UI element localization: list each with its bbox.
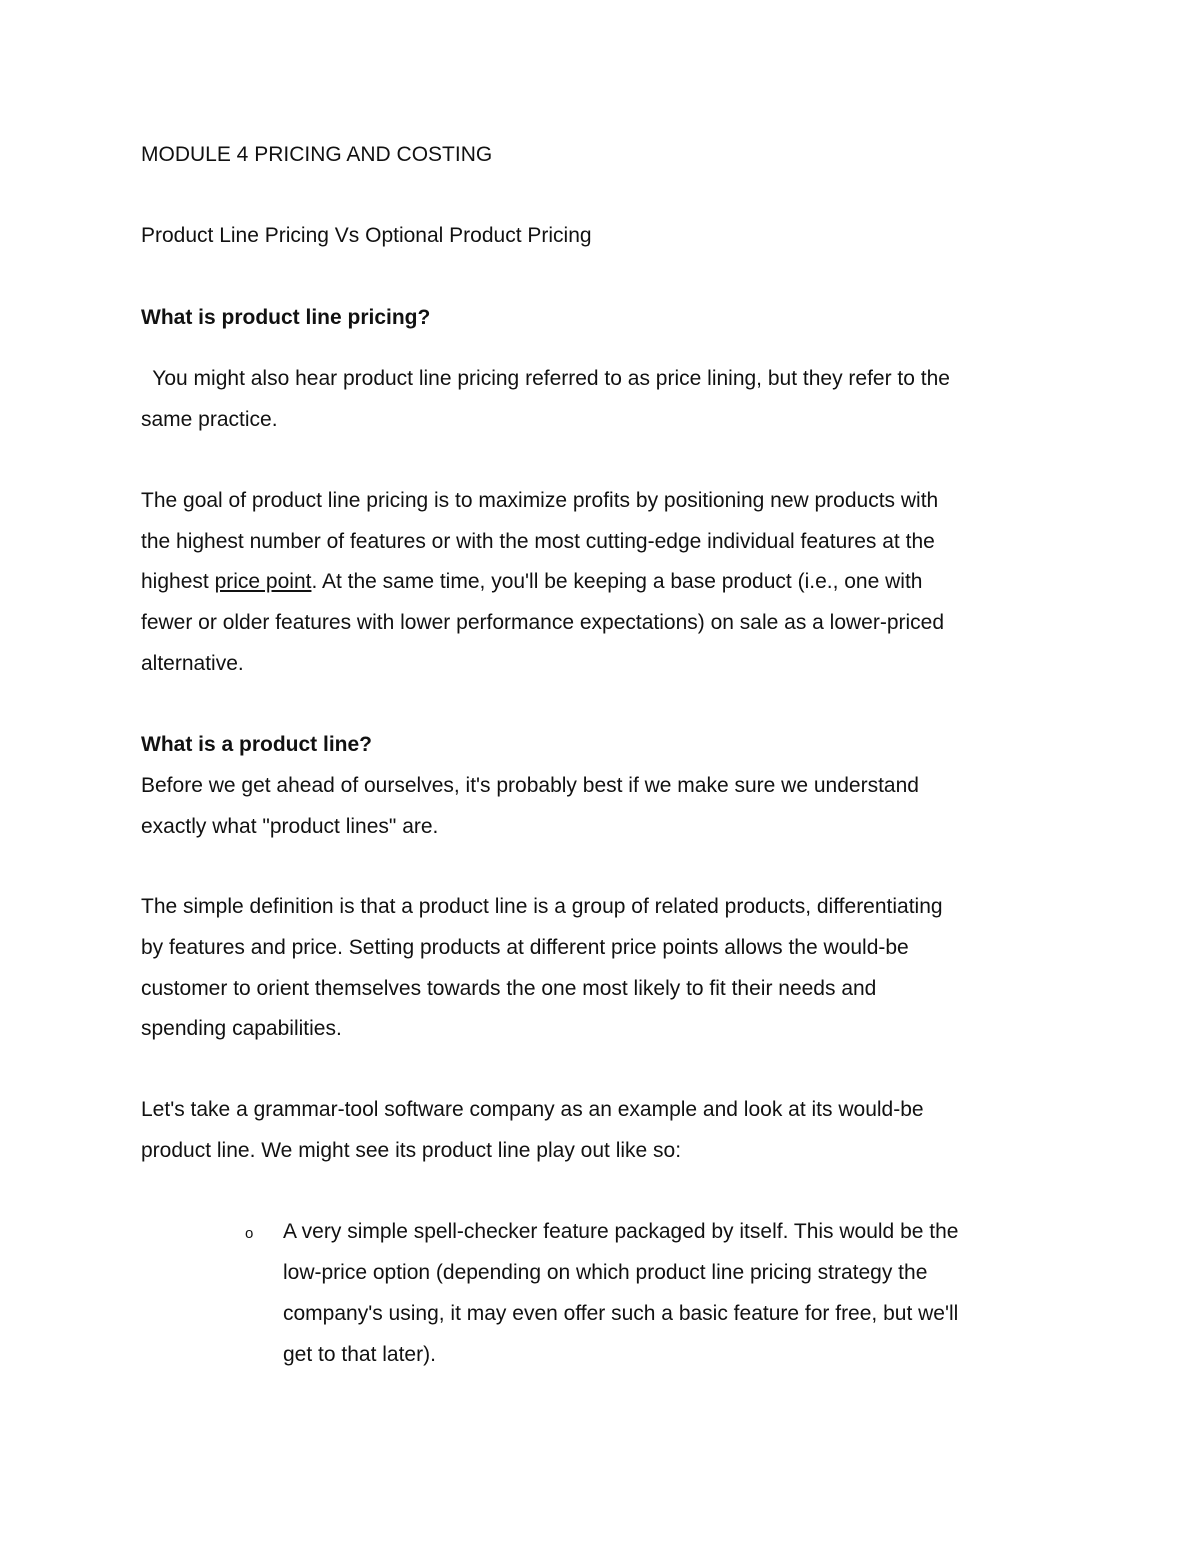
text-segment: highest	[141, 570, 215, 593]
paragraph-line: Let's take a grammar-tool software company as an example and look at its would-be	[141, 1098, 924, 1121]
paragraph-line: by features and price. Setting products at different price points allows the would-be	[141, 936, 909, 959]
paragraph-line: alternative.	[141, 652, 244, 675]
text-segment: . At the same time, you'll be keeping a base product (i.e., one with	[311, 570, 923, 593]
paragraph-line: the highest number of features or with the most cutting-edge individual features at the	[141, 530, 935, 553]
bullet-marker: o	[245, 1225, 254, 1242]
paragraph-line: fewer or older features with lower performance expectations) on sale as a lower-priced	[141, 611, 945, 634]
paragraph-line: exactly what "product lines" are.	[141, 815, 439, 838]
paragraph-line: Before we get ahead of ourselves, it's probably best if we make sure we understand	[141, 774, 919, 797]
paragraph-line: customer to orient themselves towards the one most likely to fit their needs and	[141, 977, 877, 1000]
paragraph-line-with-link	[141, 570, 922, 594]
module-title: MODULE 4 PRICING AND COSTING	[141, 143, 493, 166]
paragraph-line: spending capabilities.	[141, 1017, 342, 1040]
paragraph-line: same practice.	[141, 408, 278, 431]
paragraph-line: The simple definition is that a product line is a group of related products, differentiating	[141, 895, 943, 918]
bullet-text-line: low-price option (depending on which product line pricing strategy the	[283, 1261, 928, 1284]
paragraph-line: The goal of product line pricing is to maximize profits by positioning new products with	[141, 489, 939, 512]
paragraph-line: You might also hear product line pricing referred to as price lining, but they refer to the	[141, 367, 950, 390]
document-subtitle: Product Line Pricing Vs Optional Product Pricing	[141, 224, 592, 247]
paragraph-line: product line. We might see its product line play out like so:	[141, 1139, 682, 1162]
heading-product-line: What is a product line?	[141, 733, 373, 756]
bullet-text-line: A very simple spell-checker feature packaged by itself. This would be the	[283, 1220, 959, 1243]
bullet-text-line: company's using, it may even offer such a basic feature for free, but we'll	[283, 1302, 959, 1325]
bullet-text-line: get to that later).	[283, 1343, 436, 1366]
price-point-link[interactable]: price point	[214, 570, 312, 593]
heading-product-line-pricing: What is product line pricing?	[141, 306, 431, 329]
